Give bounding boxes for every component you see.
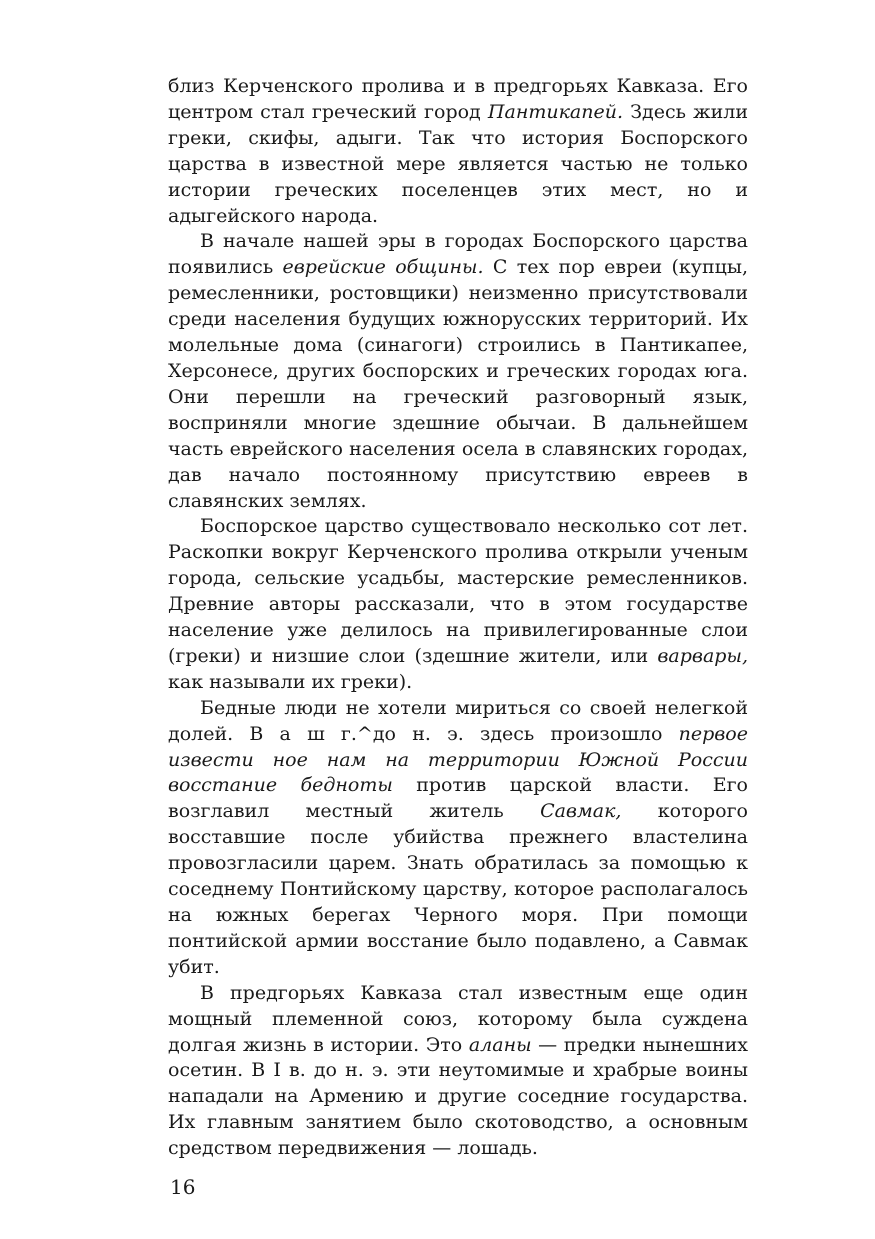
paragraph [168, 74, 748, 229]
text-run: против царской власти. Его возглавил местный житель [168, 774, 748, 823]
page-number: 16 [170, 1175, 196, 1199]
body-text [168, 74, 748, 1162]
text-run: С тех пор евреи (купцы, ремесленники, ростовщики) неизменно присутствовали среди населения будущих южнорусских территорий. Их молельные дома (синагоги) строились в Пантикапее, Херсонесе, других боспорских и греческих городах юга. Они перешли на греческий разговорный язык, восприняли многие здешние обычаи. В дальнейшем часть еврейского населения осела в славянских городах, дав начало постоянному присутствию евреев в славянских землях. [168, 256, 748, 512]
text-run: В предгорьях Кавказа стал известным еще один мощный племенной союз, которому была суждена долгая жизнь в истории. Это [168, 981, 748, 1056]
text-run: близ Керченского пролива и в предгорьях Кавказа. Его центром стал греческий город [168, 75, 748, 123]
text-run: как называли их греки). [168, 670, 413, 693]
italic-term: Пантикапей. [487, 100, 624, 123]
text-run: Здесь жили греки, скифы, адыги. Так что история Боспорского царства в известной мере является частью не только истории греческих поселенцев этих мест, но и адыгейского народа. [168, 100, 748, 227]
paragraph [168, 696, 748, 981]
text-run: Бедные люди не хотели мириться со своей нелегкой долей. В а ш г.^до н. э. здесь произошло [168, 696, 748, 745]
italic-term: первое извести ное нам на территории Южной России восстание бедноты [168, 722, 748, 797]
italic-term: варвары, [657, 644, 748, 667]
italic-term: еврейские общины. [282, 256, 484, 279]
paragraph [168, 514, 748, 695]
paragraph [168, 981, 748, 1162]
italic-term: аланы [468, 1033, 532, 1056]
text-run: В начале нашей эры в городах Боспорского царства появились [168, 230, 748, 279]
text-run: Боспорское царство существовало несколько сот лет. Раскопки вокруг Керченского пролива открыли ученым города, сельские усадьбы, мастерские ремесленников. Древние авторы рассказали, что в этом государстве население уже делилось на привилегированные слои (греки) и низшие слои (здешние жители, или [168, 515, 748, 667]
text-run: — предки нынешних осетин. В I в. до н. э. эти неутомимые и храбрые воины нападали на Армению и другие соседние государства. Их главным занятием было скотоводство, а основным средством передвижения — лошадь. [168, 1033, 749, 1160]
italic-term: Савмак, [540, 800, 622, 823]
text-run: которого восставшие после убийства прежнего властелина провозгласили царем. Знать обратилась за помощью к соседнему Понтийскому царству, которое располагалось на южных берегах Черного моря. При помощи понтийской армии восстание было подавлено, а Савмак убит. [168, 800, 748, 978]
paragraph [168, 229, 748, 514]
